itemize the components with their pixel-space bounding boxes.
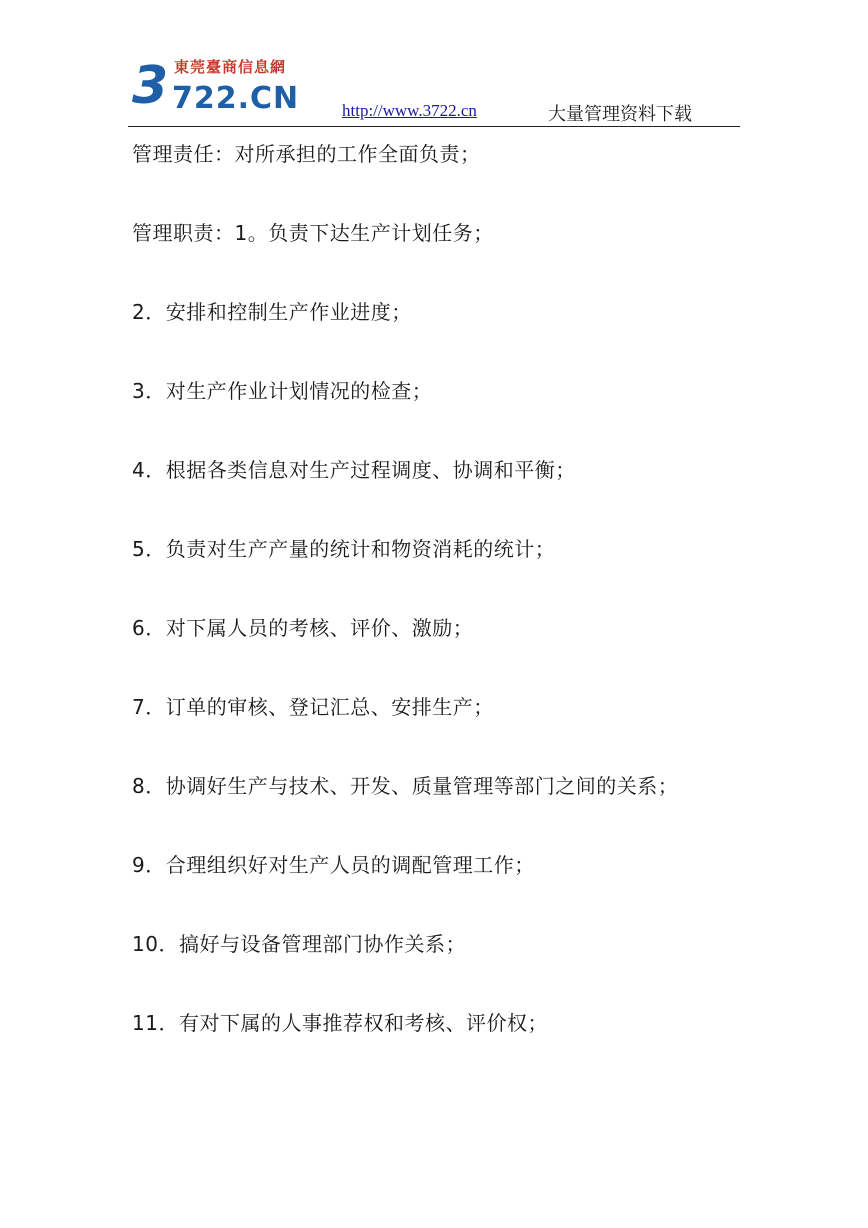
logo-domain-text: 722.CN [172, 81, 300, 116]
duty-line: 4．根据各类信息对生产过程调度、协调和平衡； [132, 458, 576, 482]
duty-line: 10．搞好与设备管理部门协作关系； [132, 932, 466, 956]
duty-line: 管理职责：1。负责下达生产计划任务； [132, 221, 494, 245]
header-tagline: 大量管理资料下载 [548, 104, 692, 125]
site-logo[interactable] [132, 58, 342, 122]
page-header [128, 52, 740, 127]
duty-line: 2．安排和控制生产作业进度； [132, 300, 412, 324]
document-body [132, 140, 752, 1088]
logo-number: 3 [132, 56, 169, 116]
duty-line: 3．对生产作业计划情况的检查； [132, 379, 433, 403]
duty-line: 11．有对下属的人事推荐权和考核、评价权； [132, 1011, 548, 1035]
duty-line: 7．订单的审核、登记汇总、安排生产； [132, 695, 494, 719]
duty-line: 5．负责对生产产量的统计和物资消耗的统计； [132, 537, 556, 561]
site-url-link[interactable]: http://www.3722.cn [342, 101, 477, 120]
duty-line: 8．协调好生产与技术、开发、质量管理等部门之间的关系； [132, 774, 679, 798]
duty-line: 9．合理组织好对生产人员的调配管理工作； [132, 853, 535, 877]
responsibility-line: 管理责任：对所承担的工作全面负责； [132, 142, 481, 166]
duty-line: 6．对下属人员的考核、评价、激励； [132, 616, 474, 640]
logo-chinese-text: 東莞臺商信息網 [174, 58, 287, 76]
